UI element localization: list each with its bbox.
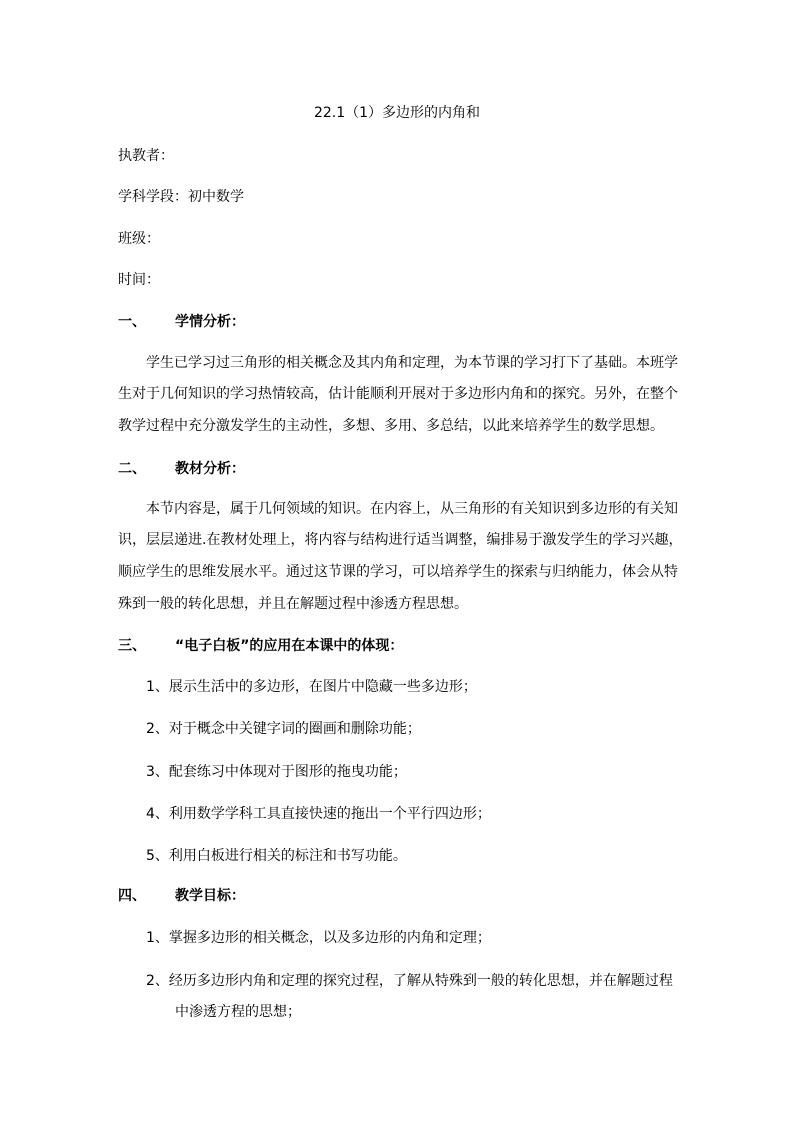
section-3-item-2: 2、对于概念中关键字词的圈画和删除功能； [146,721,421,737]
section-3-item-4: 4、利用数学学科工具直接快速的拖出一个平行四边形； [146,806,491,822]
field-class: 班级： [118,231,160,247]
section-2-line-1: 本节内容是，属于几何领域的知识。在内容上，从三角形的有关知识到多边形的有关知 [146,501,678,517]
section-2-line-4: 殊到一般的转化思想，并且在解题过程中渗透方程思想。 [118,596,468,612]
document-title: 22.1（1）多边形的内角和 [313,105,481,121]
section-3-item-3: 3、配套练习中体现对于图形的拖曳功能； [146,764,407,780]
section-1-number: 一、 [118,314,146,330]
field-subject: 学科学段：初中数学 [118,189,244,205]
section-2-line-3: 顺应学生的思维发展水平。通过这节课的学习，可以培养学生的探索与归纳能力，体会从特 [118,564,678,580]
section-4-heading: 教学目标： [175,888,245,904]
section-2-heading: 教材分析： [175,461,245,477]
section-4-item-1: 1、掌握多边形的相关概念，以及多边形的内角和定理； [146,930,491,946]
section-1-line-1: 学生已学习过三角形的相关概念及其内角和定理，为本节课的学习打下了基础。本班学 [146,355,678,371]
section-2-number: 二、 [118,461,146,477]
section-3-item-5: 5、利用白板进行相关的标注和书写功能。 [146,848,407,864]
section-1-heading: 学情分析： [175,314,245,330]
section-3-item-1: 1、展示生活中的多边形，在图片中隐藏一些多边形； [146,679,477,695]
field-time: 时间： [118,272,160,288]
section-1-line-2: 生对于几何知识的学习热情较高，估计能顺利开展对于多边形内角和的探究。另外，在整个 [118,386,678,402]
section-3-heading: “电子白板”的应用在本课中的体现： [175,638,404,654]
section-4-item-2-continued: 中渗透方程的思想； [175,1004,301,1020]
section-3-number: 三、 [118,638,146,654]
section-4-number: 四、 [118,888,146,904]
field-teacher: 执教者： [118,148,174,164]
section-4-item-2: 2、经历多边形内角和定理的探究过程，了解从特殊到一般的转化思想，并在解题过程 [146,973,673,989]
section-2-line-2: 识，层层递进.在教材处理上，将内容与结构进行适当调整，编排易于激发学生的学习兴趣， [118,532,683,548]
section-1-line-3: 教学过程中充分激发学生的主动性，多想、多用、多总结，以此来培养学生的数学思想。 [118,418,664,434]
